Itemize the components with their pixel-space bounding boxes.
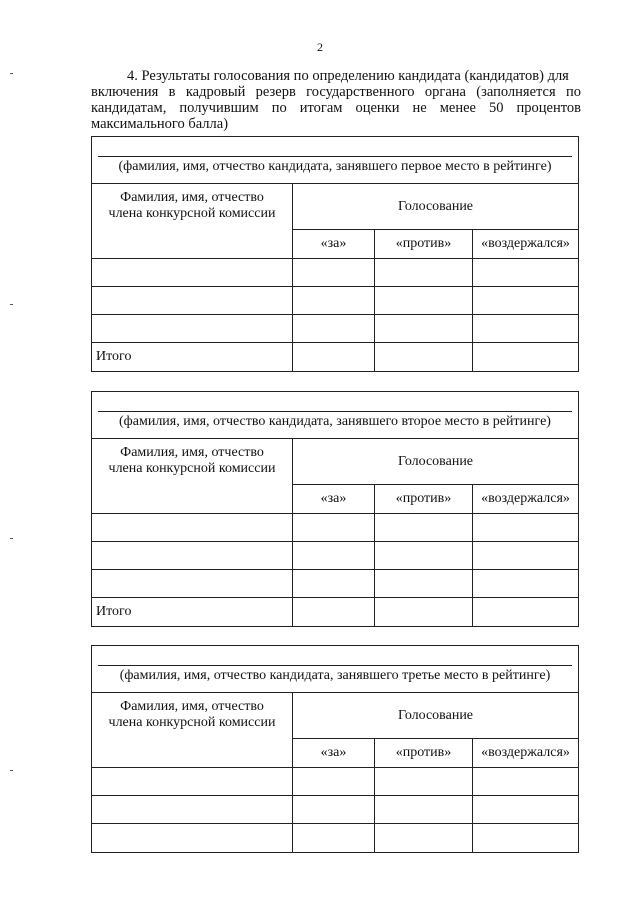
table-cell[interactable]	[375, 570, 473, 598]
table-cell[interactable]	[293, 259, 375, 287]
table-cell[interactable]	[473, 259, 578, 287]
table-cell[interactable]	[473, 343, 578, 371]
vote-against-header: «против»	[375, 739, 473, 768]
vote-abstain-header: «воздержался»	[473, 485, 578, 514]
page-number: 2	[317, 40, 323, 54]
binding-mark	[10, 304, 13, 305]
vote-for-header: «за»	[293, 230, 375, 259]
table-cell[interactable]	[473, 287, 578, 315]
member-name-header	[92, 184, 293, 259]
table-cell[interactable]	[293, 768, 375, 796]
candidate-name-line[interactable]	[98, 411, 572, 412]
table-cell[interactable]	[473, 542, 578, 570]
vote-against-header: «против»	[375, 485, 473, 514]
table-cell[interactable]	[92, 514, 293, 542]
table-cell[interactable]	[375, 796, 473, 824]
table-cell[interactable]	[375, 598, 473, 626]
table-cell[interactable]	[473, 796, 578, 824]
member-name-header-line2: члена конкурсной комиссии	[108, 715, 276, 730]
candidate-field	[92, 392, 578, 439]
table-cell[interactable]	[375, 542, 473, 570]
table-cell[interactable]	[92, 287, 293, 315]
candidate-field	[92, 646, 578, 693]
vote-for-header: «за»	[293, 485, 375, 514]
table-cell[interactable]	[92, 824, 293, 852]
table-cell[interactable]	[92, 259, 293, 287]
vote-header: Голосование	[293, 693, 578, 739]
member-name-header-line2: члена конкурсной комиссии	[108, 206, 276, 221]
vote-header: Голосование	[293, 439, 578, 485]
table-cell[interactable]	[293, 343, 375, 371]
table-cell[interactable]	[473, 598, 578, 626]
table-cell[interactable]	[92, 542, 293, 570]
table-cell[interactable]	[92, 768, 293, 796]
table-cell[interactable]	[92, 315, 293, 343]
vote-abstain-header: «воздержался»	[473, 230, 578, 259]
binding-mark	[10, 73, 13, 74]
candidate-caption: (фамилия, имя, отчество кандидата, занявшего второе место в рейтинге)	[119, 414, 551, 429]
member-name-header	[92, 693, 293, 768]
total-label: Итого	[92, 598, 293, 626]
candidate-name-line[interactable]	[98, 665, 572, 666]
candidate-name-line[interactable]	[98, 156, 572, 157]
table-cell[interactable]	[375, 514, 473, 542]
table-cell[interactable]	[375, 343, 473, 371]
vote-for-header: «за»	[293, 739, 375, 768]
table-cell[interactable]	[293, 598, 375, 626]
table-cell[interactable]	[473, 570, 578, 598]
table-cell[interactable]	[293, 287, 375, 315]
binding-mark	[10, 538, 13, 539]
vote-abstain-header: «воздержался»	[473, 739, 578, 768]
table-cell[interactable]	[375, 287, 473, 315]
candidate-caption: (фамилия, имя, отчество кандидата, занявшего третье место в рейтинге)	[119, 668, 551, 683]
member-name-header-line1: Фамилия, имя, отчество	[120, 699, 264, 714]
member-name-header-line2: члена конкурсной комиссии	[108, 461, 276, 476]
table-cell[interactable]	[473, 768, 578, 796]
vote-header: Голосование	[293, 184, 578, 230]
table-cell[interactable]	[293, 514, 375, 542]
table-cell[interactable]	[375, 315, 473, 343]
intro-continuation: включения в кадровый резерв государственного органа (заполняется по кандидатам, получившим по итогам оценки не менее 50 процентов максимального балла)	[91, 84, 581, 132]
binding-mark	[10, 770, 13, 771]
vote-table-3	[91, 645, 579, 853]
vote-table-1	[91, 136, 579, 372]
table-cell[interactable]	[375, 824, 473, 852]
member-name-header	[92, 439, 293, 514]
intro-line-1: 4. Результаты голосования по определению кандидата (кандидатов) для	[127, 68, 569, 84]
table-cell[interactable]	[473, 315, 578, 343]
table-cell[interactable]	[473, 824, 578, 852]
section-intro	[91, 68, 581, 132]
table-cell[interactable]	[92, 570, 293, 598]
candidate-caption: (фамилия, имя, отчество кандидата, занявшего первое место в рейтинге)	[118, 159, 552, 174]
table-cell[interactable]	[92, 796, 293, 824]
table-cell[interactable]	[293, 315, 375, 343]
table-cell[interactable]	[473, 514, 578, 542]
table-cell[interactable]	[293, 542, 375, 570]
table-cell[interactable]	[375, 768, 473, 796]
table-cell[interactable]	[293, 570, 375, 598]
table-cell[interactable]	[293, 824, 375, 852]
total-label: Итого	[92, 343, 293, 371]
vote-table-2	[91, 391, 579, 627]
table-cell[interactable]	[375, 259, 473, 287]
member-name-header-line1: Фамилия, имя, отчество	[120, 190, 264, 205]
vote-against-header: «против»	[375, 230, 473, 259]
table-cell[interactable]	[293, 796, 375, 824]
candidate-field	[92, 137, 578, 184]
member-name-header-line1: Фамилия, имя, отчество	[120, 445, 264, 460]
